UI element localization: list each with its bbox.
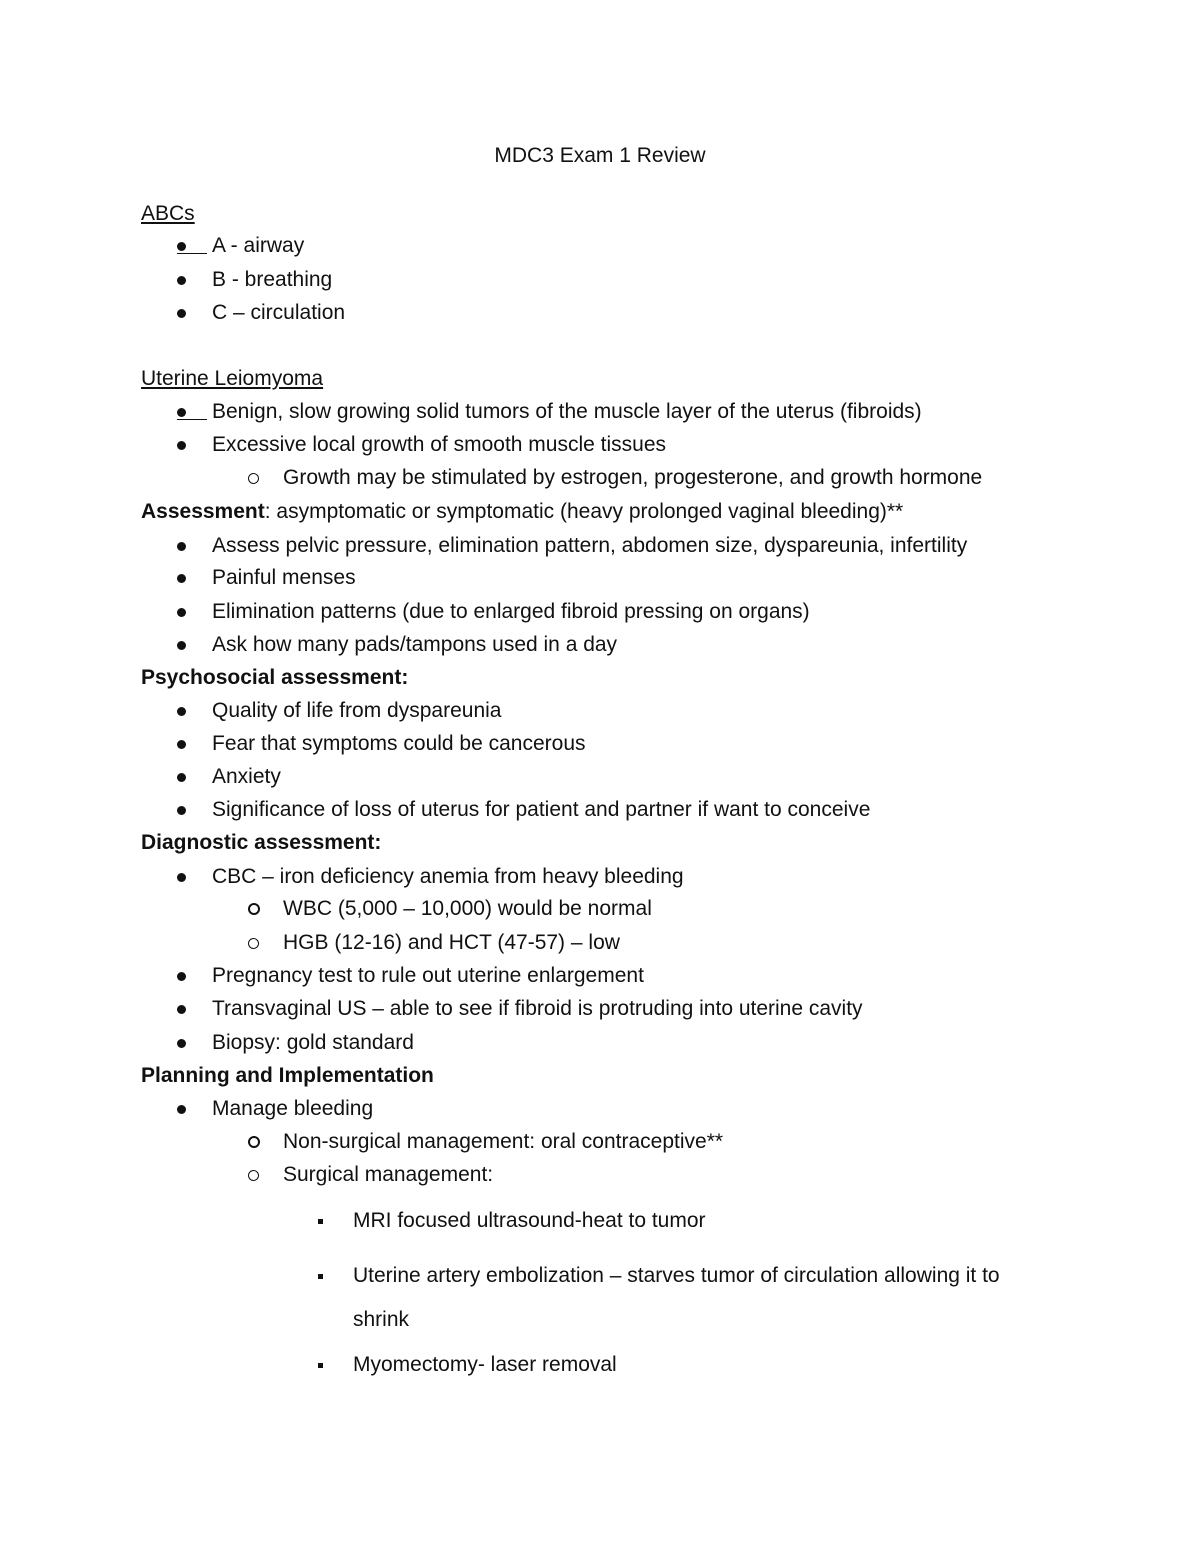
bullet-icon (177, 632, 186, 658)
list-item: MRI focused ultrasound-heat to tumor (353, 1209, 706, 1232)
list-item: Benign, slow growing solid tumors of the muscle layer of the uterus (fibroids) (212, 400, 922, 423)
list-item: Growth may be stimulated by estrogen, progesterone, and growth hormone (283, 466, 983, 489)
list-item: Anxiety (212, 765, 281, 788)
bullet-icon (177, 599, 186, 625)
list-item: C – circulation (212, 301, 346, 324)
list-item: CBC – iron deficiency anemia from heavy bleeding (212, 865, 684, 888)
bullet-icon (177, 533, 186, 559)
diagnostic-heading: Diagnostic assessment: (141, 831, 382, 854)
list-item: Significance of loss of uterus for patient and partner if want to conceive (212, 798, 871, 821)
assessment-label: Assessment (141, 500, 265, 523)
bullet-icon (177, 1030, 186, 1056)
bullet-icon (177, 1096, 186, 1122)
list-item: Pregnancy test to rule out uterine enlargement (212, 964, 644, 987)
assessment-text: : asymptomatic or symptomatic (heavy prolonged vaginal bleeding)** (264, 500, 904, 523)
list-item: B - breathing (212, 268, 333, 291)
circle-bullet-icon (248, 930, 259, 956)
square-bullet-icon (318, 1263, 323, 1289)
bullet-icon (177, 300, 186, 326)
bullet-icon (177, 731, 186, 757)
list-item: Assess pelvic pressure, elimination pattern, abdomen size, dyspareunia, infertility (212, 534, 968, 557)
bullet-icon (177, 797, 186, 823)
list-item: Painful menses (212, 566, 356, 589)
list-item: Manage bleeding (212, 1097, 374, 1120)
list-item: Uterine artery embolization – starves tumor of circulation allowing it to (353, 1264, 1000, 1287)
list-item: WBC (5,000 – 10,000) would be normal (283, 897, 652, 920)
bullet-icon (177, 698, 186, 724)
bullet-icon (177, 233, 207, 254)
leiomyoma-heading: Uterine Leiomyoma (141, 367, 324, 390)
list-item: HGB (12-16) and HCT (47-57) – low (283, 931, 620, 954)
list-item: Transvaginal US – able to see if fibroid is protruding into uterine cavity (212, 997, 863, 1020)
list-item: A - airway (212, 234, 305, 257)
bullet-icon (177, 764, 186, 790)
circle-bullet-icon (248, 465, 259, 491)
bullet-icon (177, 565, 186, 591)
bullet-icon (177, 267, 186, 293)
list-item: Excessive local growth of smooth muscle tissues (212, 433, 667, 456)
square-bullet-icon (318, 1352, 323, 1378)
list-item-continuation: shrink (353, 1308, 410, 1331)
bullet-icon (177, 432, 186, 458)
document-title: MDC3 Exam 1 Review (494, 144, 706, 167)
list-item: Elimination patterns (due to enlarged fibroid pressing on organs) (212, 600, 810, 623)
bullet-icon (177, 399, 207, 420)
square-bullet-icon (318, 1208, 323, 1234)
bullet-icon (177, 963, 186, 989)
circle-bullet-icon (248, 1162, 259, 1188)
list-item: Quality of life from dyspareunia (212, 699, 502, 722)
list-item: Ask how many pads/tampons used in a day (212, 633, 618, 656)
list-item: Surgical management: (283, 1163, 494, 1186)
psychosocial-heading: Psychosocial assessment: (141, 666, 409, 689)
bullet-icon (177, 996, 186, 1022)
list-item: Myomectomy- laser removal (353, 1353, 617, 1376)
abcs-heading: ABCs (141, 202, 195, 225)
bullet-icon (177, 864, 186, 890)
assessment-line (141, 499, 903, 525)
circle-bullet-icon (248, 1129, 260, 1155)
list-item: Biopsy: gold standard (212, 1031, 414, 1054)
list-item: Non-surgical management: oral contraceptive** (283, 1130, 724, 1153)
list-item: Fear that symptoms could be cancerous (212, 732, 586, 755)
circle-bullet-icon (248, 896, 260, 922)
planning-heading: Planning and Implementation (141, 1064, 434, 1087)
